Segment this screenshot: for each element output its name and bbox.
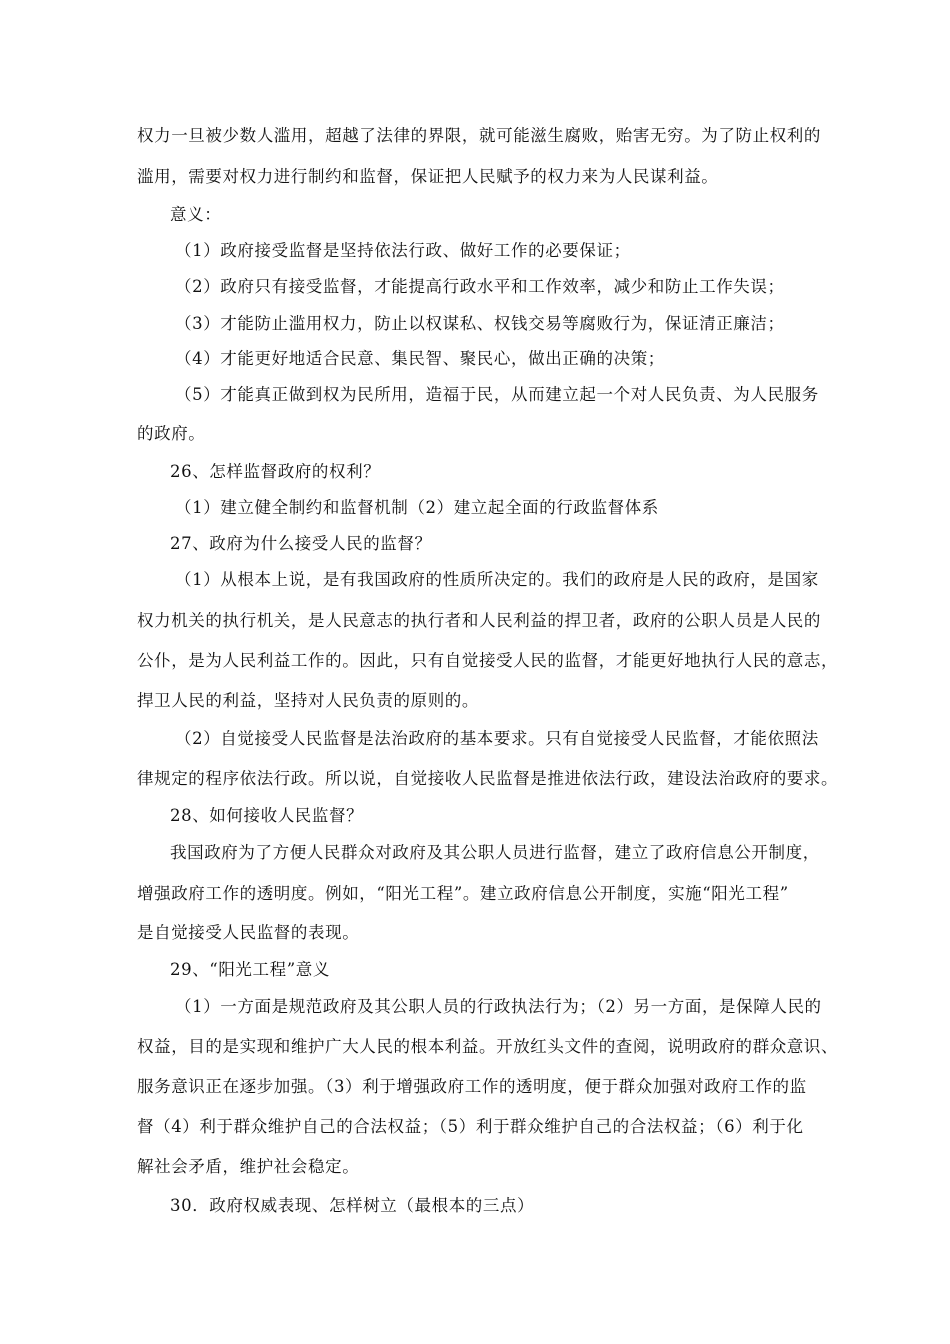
paragraph-line: 律规定的程序依法行政。所以说，自觉接收人民监督是推进依法行政，建设法治政府的要求。 (137, 769, 839, 788)
list-item: （2）自觉接受人民监督是法治政府的基本要求。只有自觉接受人民监督，才能依照法 (175, 729, 819, 748)
list-item: （5）才能真正做到权为民所用，造福于民，从而建立起一个对人民负责、为人民服务 (175, 385, 819, 404)
paragraph-line: 公仆，是为人民利益工作的。因此，只有自觉接受人民的监督，才能更好地执行人民的意志， (137, 651, 839, 670)
list-item: （4）才能更好地适合民意、集民智、聚民心，做出正确的决策； (175, 349, 665, 368)
question-heading: 27、政府为什么接受人民的监督？ (170, 534, 432, 553)
list-item: （3）才能防止滥用权力，防止以权谋私、权钱交易等腐败行为，保证清正廉洁； (175, 314, 785, 333)
question-heading: 29、“阳光工程”意义 (170, 960, 330, 979)
list-item: （1）一方面是规范政府及其公职人员的行政执法行为；（2）另一方面，是保障人民的 (175, 997, 822, 1016)
paragraph-line: 督（4）利于群众维护自己的合法权益；（5）利于群众维护自己的合法权益；（6）利于化 (137, 1117, 804, 1136)
paragraph-line: 我国政府为了方便人民群众对政府及其公职人员进行监督，建立了政府信息公开制度， (170, 843, 820, 862)
paragraph-line: 的政府。 (137, 424, 206, 443)
list-item: （2）政府只有接受监督，才能提高行政水平和工作效率，减少和防止工作失误； (175, 277, 785, 296)
paragraph-line: 解社会矛盾，维护社会稳定。 (137, 1157, 360, 1176)
paragraph-line: 滥用，需要对权力进行制约和监督，保证把人民赋予的权力来为人民谋利益。 (137, 167, 719, 186)
list-item: （1）建立健全制约和监督机制（2）建立起全面的行政监督体系 (175, 498, 659, 517)
paragraph-line: 服务意识正在逐步加强。（3）利于增强政府工作的透明度，便于群众加强对政府工作的监 (137, 1077, 807, 1096)
list-item: （1）政府接受监督是坚持依法行政、做好工作的必要保证； (175, 241, 631, 260)
list-item: （1）从根本上说，是有我国政府的性质所决定的。我们的政府是人民的政府，是国家 (175, 570, 819, 589)
paragraph-line: 是自觉接受人民监督的表现。 (137, 923, 360, 942)
question-heading: 30．政府权威表现、怎样树立（最根本的三点） (170, 1196, 535, 1215)
paragraph-line: 权益，目的是实现和维护广大人民的根本利益。开放红头文件的查阅，说明政府的群众意识、 (137, 1037, 839, 1056)
question-heading: 28、如何接收人民监督？ (170, 806, 364, 825)
question-heading: 26、怎样监督政府的权利？ (170, 462, 381, 481)
paragraph-line: 权力机关的执行机关，是人民意志的执行者和人民利益的捍卫者，政府的公职人员是人民的 (137, 611, 821, 630)
paragraph-line: 增强政府工作的透明度。例如，“阳光工程”。建立政府信息公开制度，实施“阳光工程” (137, 884, 789, 903)
section-heading: 意义： (170, 205, 222, 224)
paragraph-line: 权力一旦被少数人滥用，超越了法律的界限，就可能滋生腐败，贻害无穷。为了防止权利的 (137, 126, 821, 145)
paragraph-line: 捍卫人民的利益，坚持对人民负责的原则的。 (137, 691, 479, 710)
